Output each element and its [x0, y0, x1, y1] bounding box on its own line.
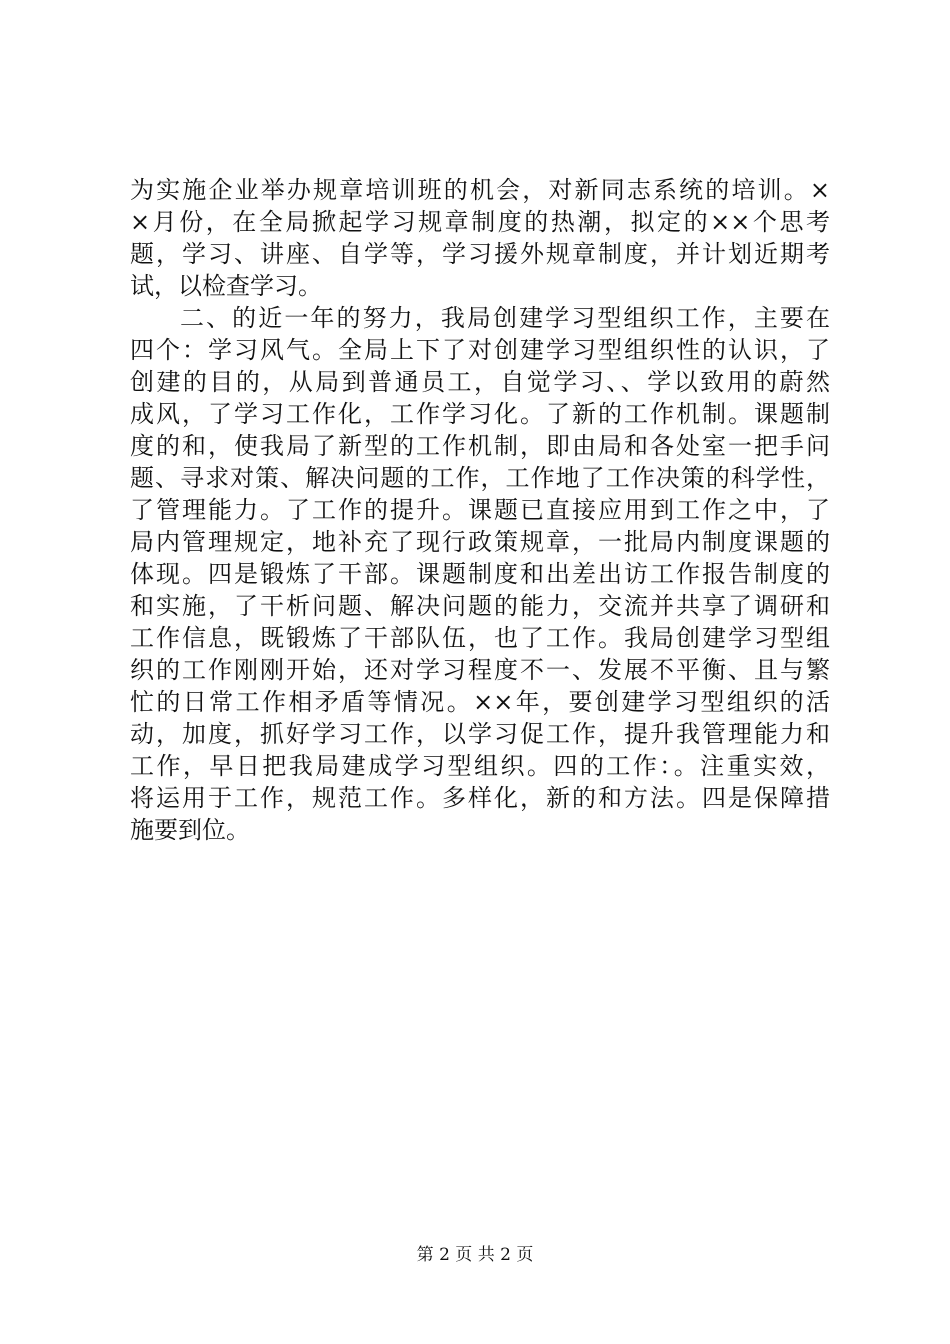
paragraph-end-line: 施要到位。: [130, 816, 250, 844]
text-line: 了管理能力。了工作的提升。课题已直接应用到工作之中，了: [130, 496, 830, 524]
text-line: 和实施，了干析问题、解决问题的能力，交流并共享了调研和: [130, 592, 830, 620]
text-line: 成风，了学习工作化，工作学习化。了新的工作机制。课题制: [130, 400, 830, 428]
text-line: 度的和，使我局了新型的工作机制，即由局和各处室一把手问: [130, 432, 830, 460]
paragraph-start-line: 二、的近一年的努力，我局创建学习型组织工作，主要在: [180, 304, 830, 332]
text-line: 工作信息，既锻炼了干部队伍，也了工作。我局创建学习型组: [130, 624, 830, 652]
text-line: 工作，早日把我局建成学习型组织。四的工作：。注重实效，: [130, 752, 830, 780]
text-line: 忙的日常工作相矛盾等情况。××年，要创建学习型组织的活: [130, 688, 830, 716]
text-line: 局内管理规定，地补充了现行政策规章，一批局内制度课题的: [130, 528, 830, 556]
text-line: 将运用于工作，规范工作。多样化，新的和方法。四是保障措: [130, 784, 830, 812]
text-line: 题、寻求对策、解决问题的工作，工作地了工作决策的科学性，: [130, 464, 830, 492]
text-line: 动，加度，抓好学习工作，以学习促工作，提升我管理能力和: [130, 720, 830, 748]
document-body: [130, 174, 830, 846]
text-line: 织的工作刚刚开始，还对学习程度不一、发展不平衡、且与繁: [130, 656, 830, 684]
text-line: 题，学习、讲座、自学等，学习援外规章制度，并计划近期考: [130, 240, 830, 268]
text-line: 为实施企业举办规章培训班的机会，对新同志系统的培训。×: [130, 176, 830, 204]
page-number-label: 第 2 页 共 2 页: [416, 1245, 534, 1265]
text-line: ×月份，在全局掀起学习规章制度的热潮，拟定的××个思考: [130, 208, 830, 236]
page-footer: [0, 1243, 950, 1267]
paragraph-end-line: 试，以检查学习。: [130, 272, 322, 300]
text-line: 四个：学习风气。全局上下了对创建学习型组织性的认识，了: [130, 336, 830, 364]
text-line: 创建的目的，从局到普通员工，自觉学习、、学以致用的蔚然: [130, 368, 830, 396]
text-line: 体现。四是锻炼了干部。课题制度和出差出访工作报告制度的: [130, 560, 830, 588]
